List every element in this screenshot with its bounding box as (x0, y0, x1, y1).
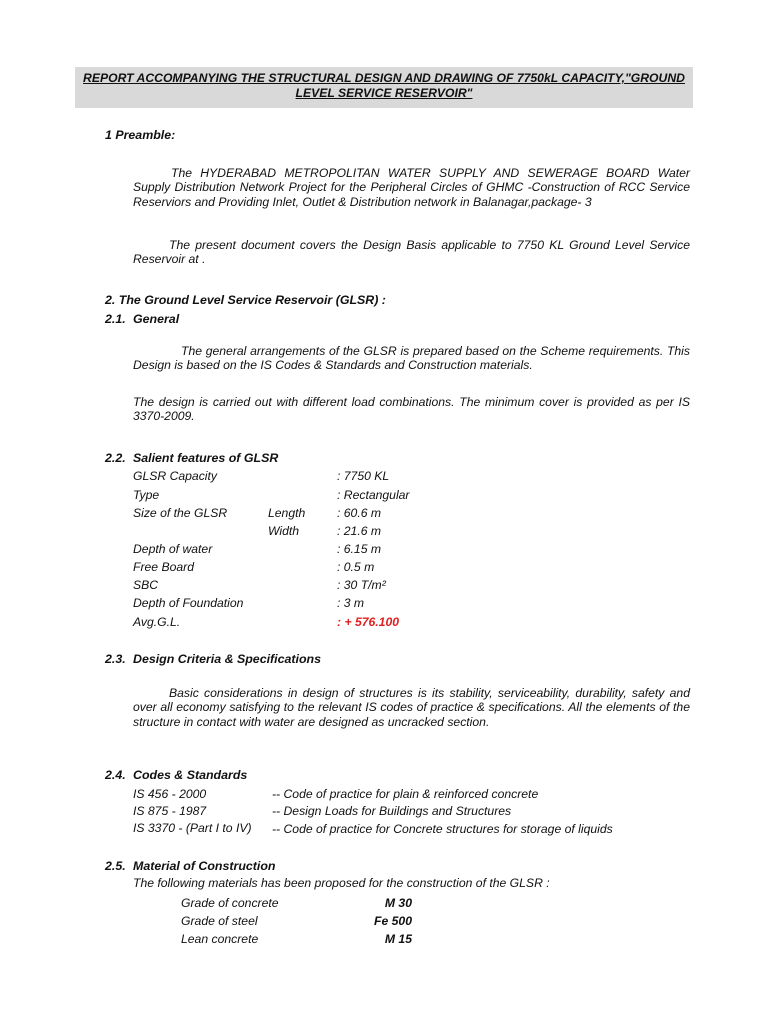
code-id: IS 456 - 2000 (133, 787, 207, 801)
criteria-paragraph: Basic considerations in design of structures is its stability, serviceability, durability, safety and over all economy satisfying to the relevant IS codes of practice & specifications. All the elements of the structure in contact with water are designed as uncracked section. (133, 686, 690, 729)
section-2-4-heading: Codes & Standards (133, 768, 248, 782)
material-label: Lean concrete (181, 932, 259, 946)
section-2-2-number: 2.2. (105, 451, 126, 465)
section-2-1-heading: General (133, 312, 180, 326)
general-paragraph-2: The design is carried out with different load combinations. The minimum cover is provided as per IS 3370-2009. (133, 395, 690, 424)
material-value: M 15 (384, 932, 412, 946)
section-2-5-heading: Material of Construction (133, 859, 276, 873)
code-id: IS 3370 - (Part I to IV) (133, 821, 252, 835)
report-title-band (75, 67, 693, 108)
feature-value: : 3 m (337, 596, 365, 610)
materials-intro: The following materials has been proposed for the construction of the GLSR : (133, 876, 550, 890)
feature-label: Size of the GLSR (133, 506, 228, 520)
section-2-3-number: 2.3. (105, 652, 126, 666)
section-2-3-heading: Design Criteria & Specifications (133, 652, 321, 666)
feature-value: : 0.5 m (337, 560, 375, 574)
preamble-heading: 1 Preamble: (105, 128, 176, 142)
feature-label: Depth of Foundation (133, 596, 244, 610)
feature-label: Free Board (133, 560, 194, 574)
feature-value: : 6.15 m (337, 542, 382, 556)
code-description: -- Code of practice for Concrete structures for storage of liquids (272, 822, 613, 836)
feature-label: Depth of water (133, 542, 213, 556)
feature-value: : 30 T/m² (337, 578, 386, 592)
section-2-1-number: 2.1. (105, 312, 126, 326)
code-description: -- Code of practice for plain & reinforced concrete (272, 787, 539, 801)
feature-label: Type (133, 488, 160, 502)
feature-label: GLSR Capacity (133, 469, 217, 483)
feature-value: : Rectangular (337, 488, 410, 502)
feature-label: Avg.G.L. (133, 615, 181, 629)
code-description: -- Design Loads for Buildings and Structures (272, 804, 512, 818)
section-2-4-number: 2.4. (105, 768, 126, 782)
material-label: Grade of steel (181, 914, 258, 928)
section-2-2-heading: Salient features of GLSR (133, 451, 279, 465)
feature-value: : 60.6 m (337, 506, 382, 520)
report-title: REPORT ACCOMPANYING THE STRUCTURAL DESIGN AND DRAWING OF 7750kL CAPACITY,"GROUND LEVEL SERVICE RESERVOIR" (83, 71, 685, 100)
feature-sublabel: Width (268, 524, 300, 538)
code-id: IS 875 - 1987 (133, 804, 207, 818)
preamble-paragraph-1: The HYDERABAD METROPOLITAN WATER SUPPLY AND SEWERAGE BOARD Water Supply Distribution Network Project for the Peripheral Circles of GHMC -Construction of RCC Service Reserviors and Providing Inlet, Outlet & Distribution network in Balanagar,package- 3 (133, 166, 690, 209)
section-2-5-number: 2.5. (105, 859, 126, 873)
avg-gl-value: : + 576.100 (337, 615, 400, 629)
preamble-paragraph-2: The present document covers the Design Basis applicable to 7750 KL Ground Level Service Reservoir at . (133, 238, 690, 267)
general-paragraph-1: The general arrangements of the GLSR is prepared based on the Scheme requirements. This Design is based on the IS Codes & Standards and Construction materials. (133, 344, 690, 373)
section-2-heading: 2. The Ground Level Service Reservoir (GLSR) : (105, 293, 386, 307)
feature-label: SBC (133, 578, 159, 592)
material-value: M 30 (384, 896, 412, 910)
material-label: Grade of concrete (181, 896, 279, 910)
material-value: Fe 500 (374, 914, 412, 928)
feature-value: : 7750 KL (337, 469, 390, 483)
feature-sublabel: Length (268, 506, 306, 520)
feature-value: : 21.6 m (337, 524, 382, 538)
